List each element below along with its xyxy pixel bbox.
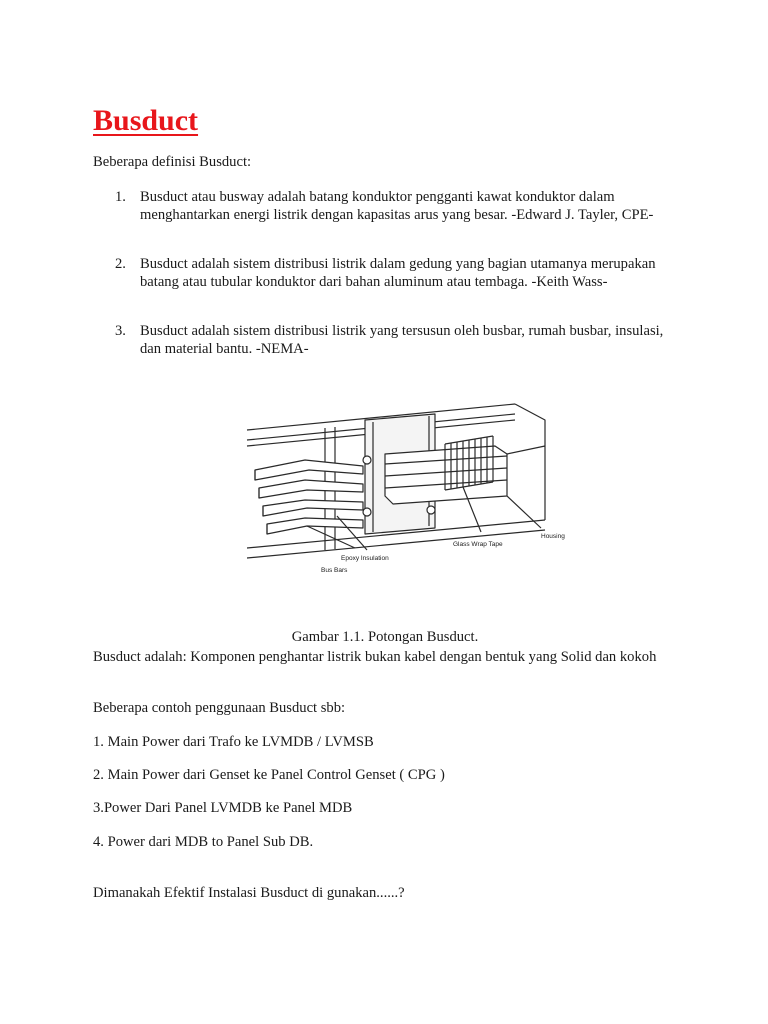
definition-number: 3. xyxy=(115,323,126,339)
figure-label-epoxy: Epoxy Insulation xyxy=(341,555,389,562)
definition-text: Busduct adalah sistem distribusi listrik dalam gedung yang bagian utamanya merupakan batang atau tubular konduktor dari bahan aluminum atau tembaga. -Keith Wass- xyxy=(140,256,656,290)
definition-text: Busduct atau busway adalah batang konduktor pengganti kawat konduktor dalam menghantarkan energi listrik dengan kapasitas arus yang besar. -Edward J. Tayler, CPE- xyxy=(140,189,654,223)
usage-item: 1. Main Power dari Trafo ke LVMDB / LVMSB xyxy=(93,734,374,750)
usage-intro-text: Beberapa contoh penggunaan Busduct sbb: xyxy=(93,700,346,716)
closing-question: Dimanakah Efektif Instalasi Busduct di gunakan......? xyxy=(93,885,405,901)
figure-label-glass-tape: Glass Wrap Tape xyxy=(453,541,503,548)
definition-number: 1. xyxy=(115,189,126,205)
summary-text: Busduct adalah: Komponen penghantar listrik bukan kabel dengan bentuk yang Solid dan kokoh xyxy=(93,649,657,665)
document-page xyxy=(93,0,693,1024)
usage-item: 4. Power dari MDB to Panel Sub DB. xyxy=(93,834,314,850)
document-title: Busduct xyxy=(93,104,199,137)
intro-text: Beberapa definisi Busduct: xyxy=(93,154,252,170)
definition-text: Busduct adalah sistem distribusi listrik yang tersusun oleh busbar, rumah busbar, insulasi, dan material bantu. -NEMA- xyxy=(140,323,664,357)
definition-number: 2. xyxy=(115,256,126,272)
figure-caption: Gambar 1.1. Potongan Busduct. xyxy=(291,628,479,645)
usage-item: 3.Power Dari Panel LVMDB ke Panel MDB xyxy=(93,800,353,816)
figure-label-housing: Housing xyxy=(541,533,565,540)
figure-label-busbars: Bus Bars xyxy=(321,567,348,574)
busduct-cross-section-figure xyxy=(245,400,623,580)
usage-item: 2. Main Power dari Genset ke Panel Control Genset ( CPG ) xyxy=(93,767,445,783)
